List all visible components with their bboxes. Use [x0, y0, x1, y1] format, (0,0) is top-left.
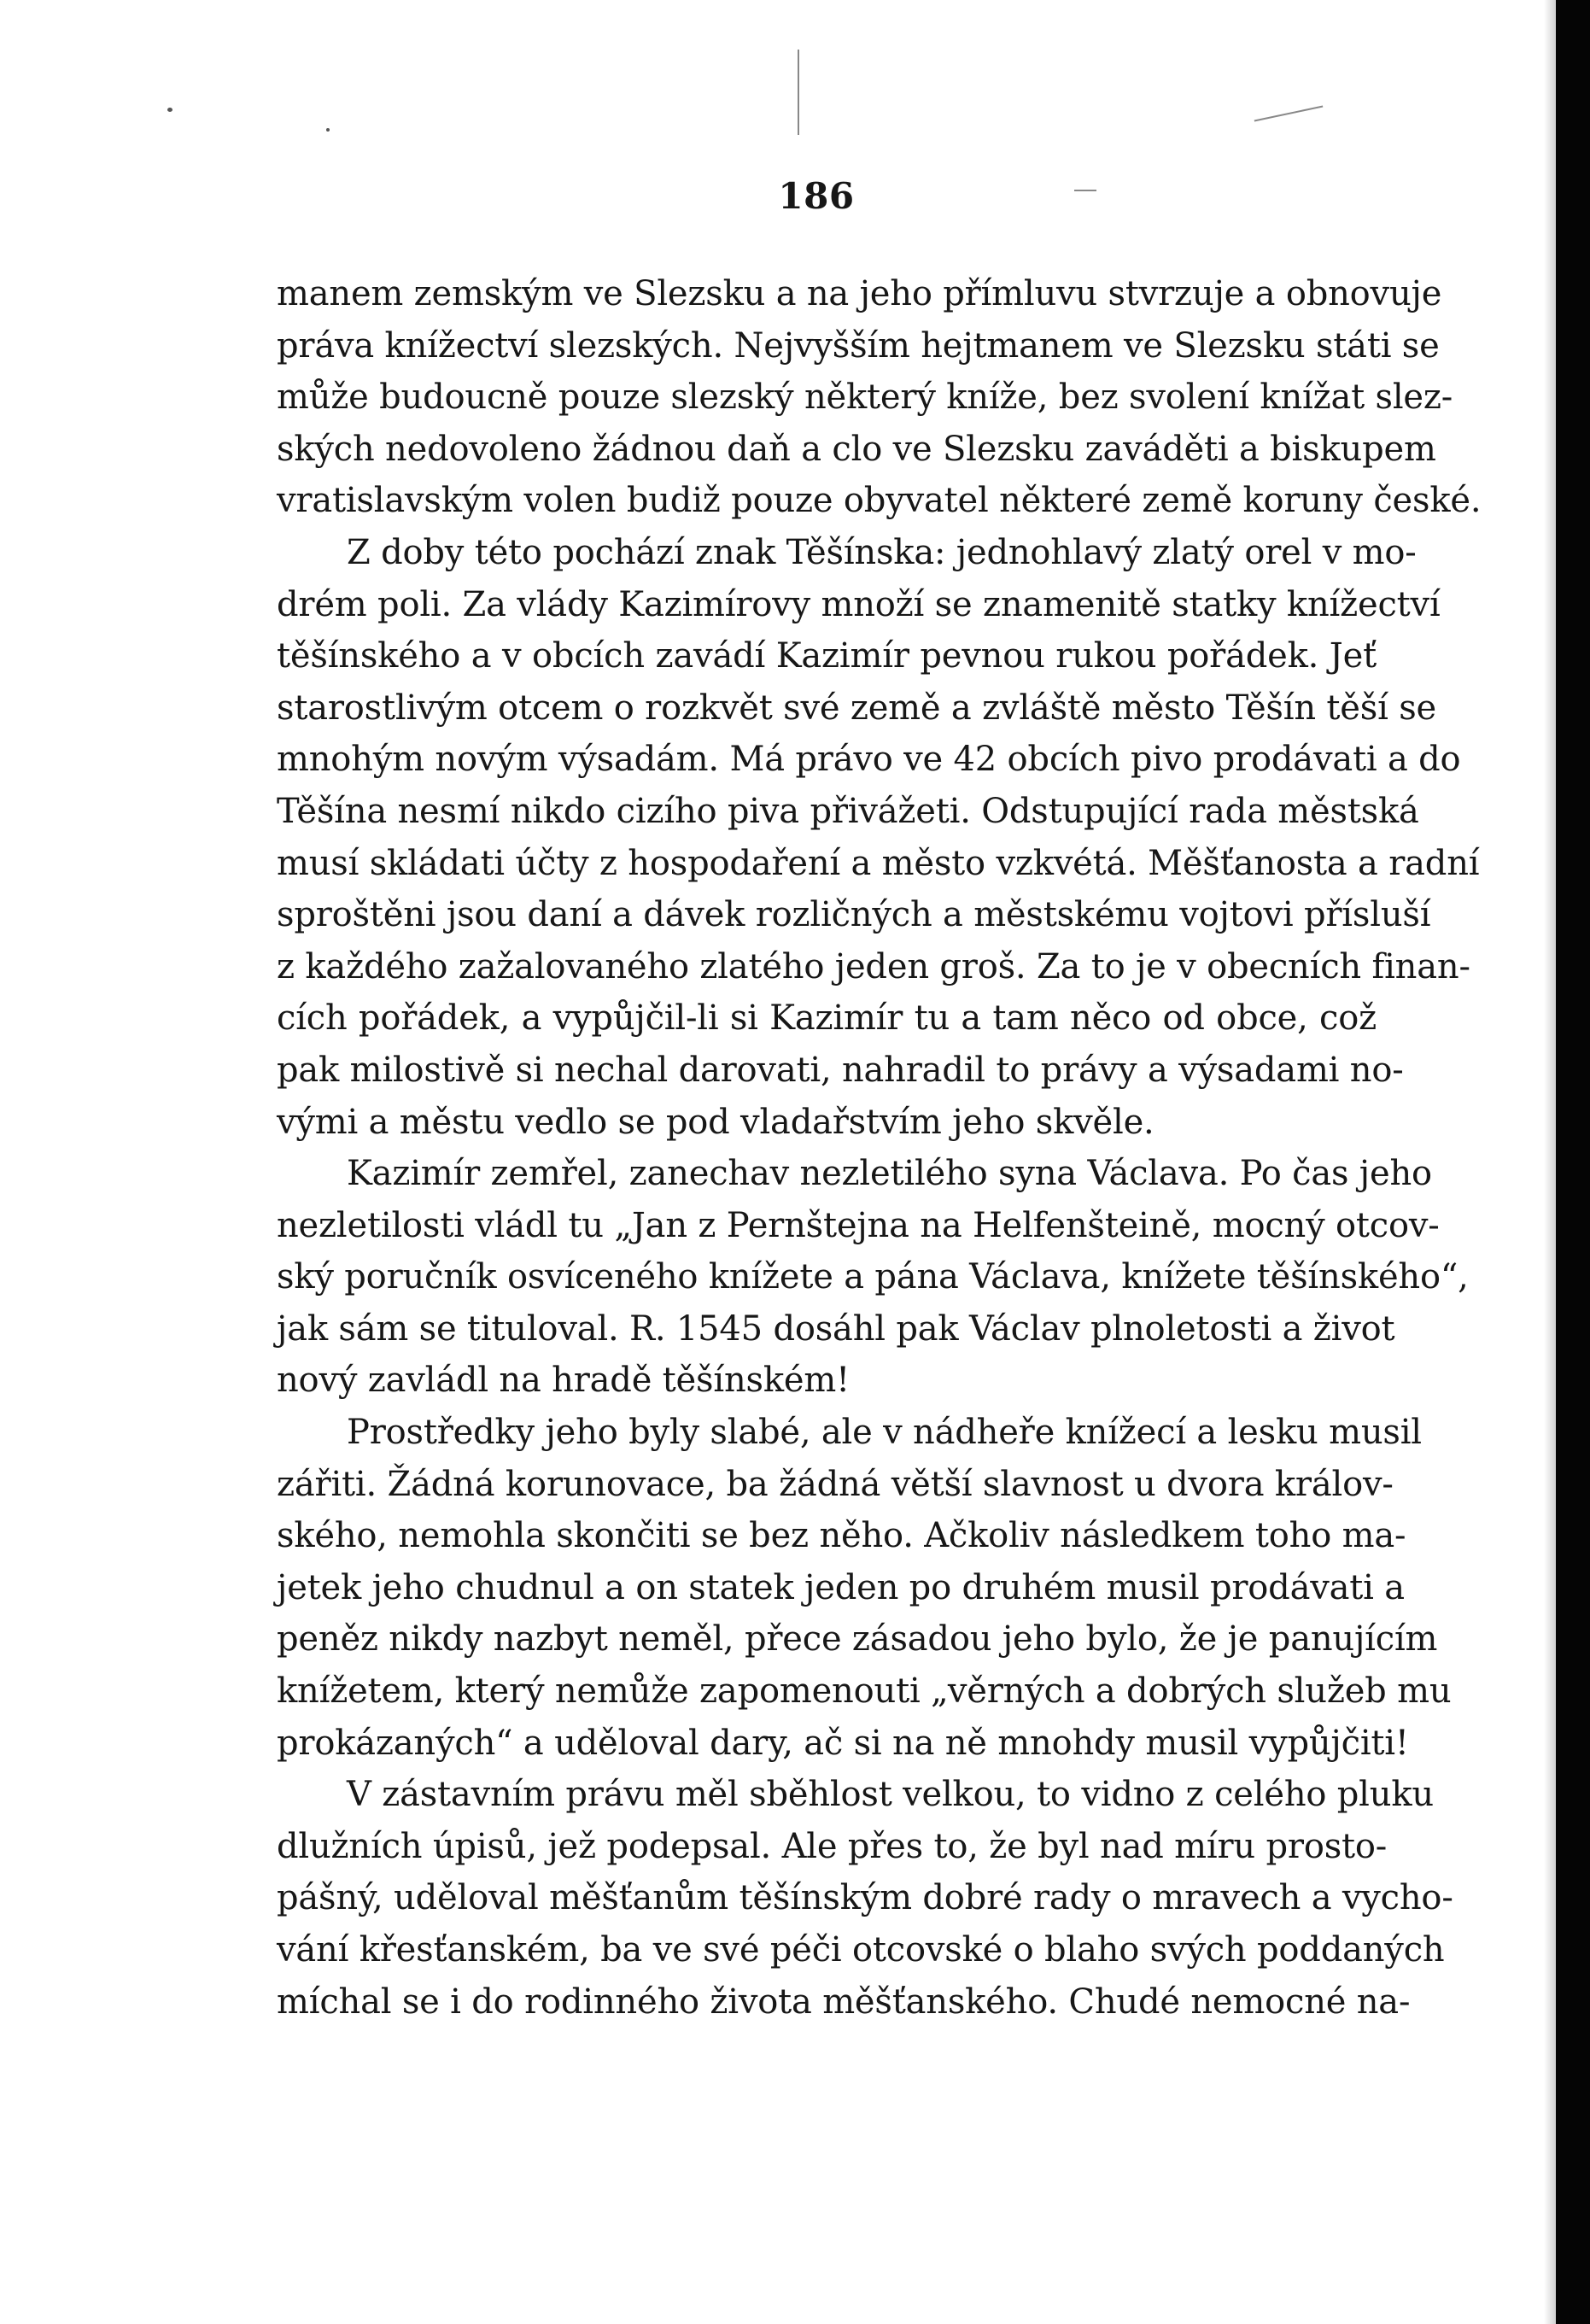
text-line: manem zemským ve Slezsku a na jeho přímluvu stvrzuje a obnovuje: [277, 274, 1442, 313]
text-line: V zástavním právu měl sběhlost velkou, to vidno z celého pluku: [347, 1775, 1434, 1815]
text-line: pak milostivě si nechal darovati, nahradil to právy a výsadami no-: [277, 1050, 1404, 1090]
text-line: starostlivým otcem o rozkvět své země a zvláště město Těšín těší se: [277, 688, 1436, 728]
body-text: [277, 268, 1482, 2028]
text-line: jetek jeho chudnul a on statek jeden po druhém musil prodávati a: [277, 1567, 1405, 1607]
text-line: Těšína nesmí nikdo cizího piva přivážeti. Odstupující rada městská: [277, 791, 1419, 831]
text-line: z každého zažalovaného zlatého jeden groš. Za to je v obecních finan-: [277, 946, 1470, 986]
text-line: cích pořádek, a vypůjčil-li si Kazimír tu a tam něco od obce, což: [277, 998, 1377, 1039]
text-line: dlužních úpisů, jež podepsal. Ale přes to, že byl nad míru prosto-: [277, 1826, 1388, 1866]
text-line: práva knížectví slezských. Nejvyšším hejtmanem ve Slezsku státi se: [277, 325, 1440, 366]
text-line: sproštěni jsou daní a dávek rozličných a městskému vojtovi přísluší: [277, 895, 1431, 935]
text-line: vání křesťanském, ba ve své péči otcovské o blaho svých poddaných: [277, 1930, 1445, 1970]
text-line: peněz nikdy nazbyt neměl, přece zásadou jeho bylo, že je panujícím: [277, 1619, 1438, 1660]
text-line: Prostředky jeho byly slabé, ale v nádheře knížecí a lesku musil: [347, 1413, 1422, 1453]
scan-edge-shadow: [1556, 0, 1590, 2324]
text-line: musí skládati účty z hospodaření a město vzkvétá. Měšťanosta a radní: [277, 843, 1480, 883]
text-line: zářiti. Žádná korunovace, ba žádná větší slavnost u dvora králov-: [277, 1464, 1394, 1504]
text-line: nezletilosti vládl tu „Jan z Pernštejna na Helfenšteině, mocný otcov-: [277, 1205, 1440, 1245]
text-line: ského, nemohla skončiti se bez něho. Ačkoliv následkem toho ma-: [277, 1516, 1406, 1556]
text-line: může budoucně pouze slezský některý kníže, bez svolení knížat slez-: [277, 378, 1453, 418]
scan-speck: [167, 108, 172, 112]
text-line: nový zavládl na hradě těšínském!: [277, 1361, 850, 1401]
text-line: prokázaných“ a uděloval dary, ač si na ně mnohdy musil vypůjčiti!: [277, 1723, 1409, 1763]
text-line: jak sám se tituloval. R. 1545 dosáhl pak Václav plnoletosti a život: [277, 1308, 1395, 1349]
text-line: míchal se i do rodinného života měšťanského. Chudé nemocné na-: [277, 1982, 1411, 2022]
text-line: vými a městu vedlo se pod vladařstvím jeho skvěle.: [277, 1102, 1155, 1142]
text-line: Kazimír zemřel, zanechav nezletilého syna Václava. Po čas jeho: [347, 1154, 1432, 1194]
text-line: knížetem, který nemůže zapomenouti „věrných a dobrých služeb mu: [277, 1671, 1452, 1712]
page-number: 186: [778, 175, 855, 217]
text-line: mnohým novým výsadám. Má právo ve 42 obcích pivo prodávati a do: [277, 740, 1461, 780]
text-line: drém poli. Za vlády Kazimírovy množí se znamenitě statky knížectví: [277, 584, 1441, 624]
scan-mark: [798, 50, 799, 135]
text-line: těšínského a v obcích zavádí Kazimír pevnou rukou pořádek. Jeť: [277, 636, 1377, 676]
text-line: pášný, uděloval měšťanům těšínským dobré rady o mravech a vycho-: [277, 1878, 1453, 1918]
scan-speck: [326, 128, 330, 132]
text-line: ských nedovoleno žádnou daň a clo ve Slezsku zaváděti a biskupem: [277, 429, 1436, 469]
text-line: vratislavským volen budiž pouze obyvatel některé země koruny české.: [277, 481, 1482, 521]
text-line: Z doby této pochází znak Těšínska: jednohlavý zlatý orel v mo-: [347, 532, 1417, 572]
text-line: ský poručník osvíceného knížete a pána Václava, knížete těšínského“,: [277, 1257, 1469, 1297]
scan-mark: [1254, 105, 1324, 121]
